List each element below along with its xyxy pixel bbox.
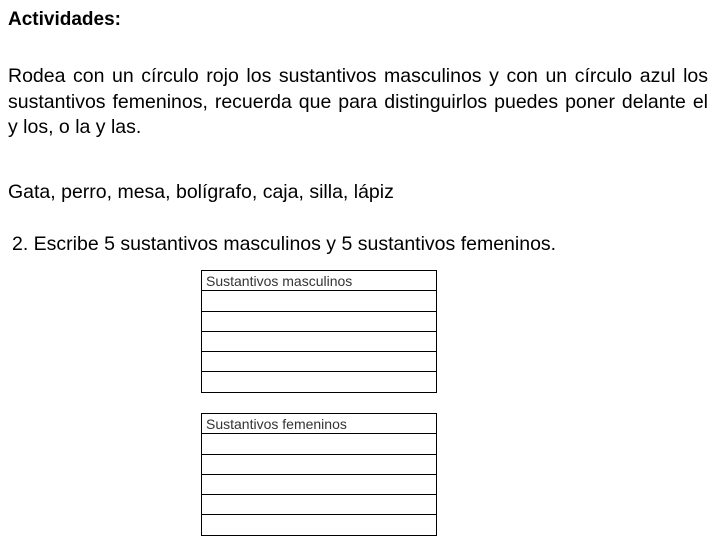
- table-row: [202, 372, 437, 392]
- feminine-answer-cell-1[interactable]: [202, 434, 437, 454]
- masculine-answer-cell-4[interactable]: [202, 352, 437, 372]
- feminine-answer-cell-5[interactable]: [202, 515, 437, 535]
- masculine-answer-cell-2[interactable]: [202, 311, 437, 331]
- table-row: [202, 434, 437, 454]
- masculine-answer-cell-3[interactable]: [202, 331, 437, 351]
- table-header-row: [202, 414, 437, 434]
- question-2: 2. Escribe 5 sustantivos masculinos y 5 sustantivos femeninos.: [12, 233, 557, 255]
- table-row: [202, 495, 437, 515]
- feminine-answer-cell-2[interactable]: [202, 454, 437, 474]
- table-row: [202, 474, 437, 494]
- table-row: [202, 454, 437, 474]
- masculine-answer-cell-5[interactable]: [202, 372, 437, 392]
- table-row: [202, 352, 437, 372]
- feminine-answer-cell-3[interactable]: [202, 474, 437, 494]
- table-row: [202, 331, 437, 351]
- masculine-answer-cell-1[interactable]: [202, 291, 437, 311]
- activities-heading: Actividades:: [8, 9, 121, 30]
- masculine-table-header: Sustantivos masculinos: [202, 271, 437, 291]
- table-header-row: [202, 271, 437, 291]
- noun-word-list: Gata, perro, mesa, bolígrafo, caja, silla, lápiz: [8, 181, 394, 203]
- table-row: [202, 515, 437, 535]
- feminine-table-header: Sustantivos femeninos: [202, 414, 437, 434]
- table-row: [202, 311, 437, 331]
- feminine-answer-cell-4[interactable]: [202, 495, 437, 515]
- feminine-nouns-table: [201, 413, 437, 536]
- table-row: [202, 291, 437, 311]
- instructions-paragraph: Rodea con un círculo rojo los sustantivos masculinos y con un círculo azul los sustantivos femeninos, recuerda que para distinguirlos puedes poner delante el y los, o la y las.: [8, 65, 708, 138]
- masculine-nouns-table: [201, 270, 437, 393]
